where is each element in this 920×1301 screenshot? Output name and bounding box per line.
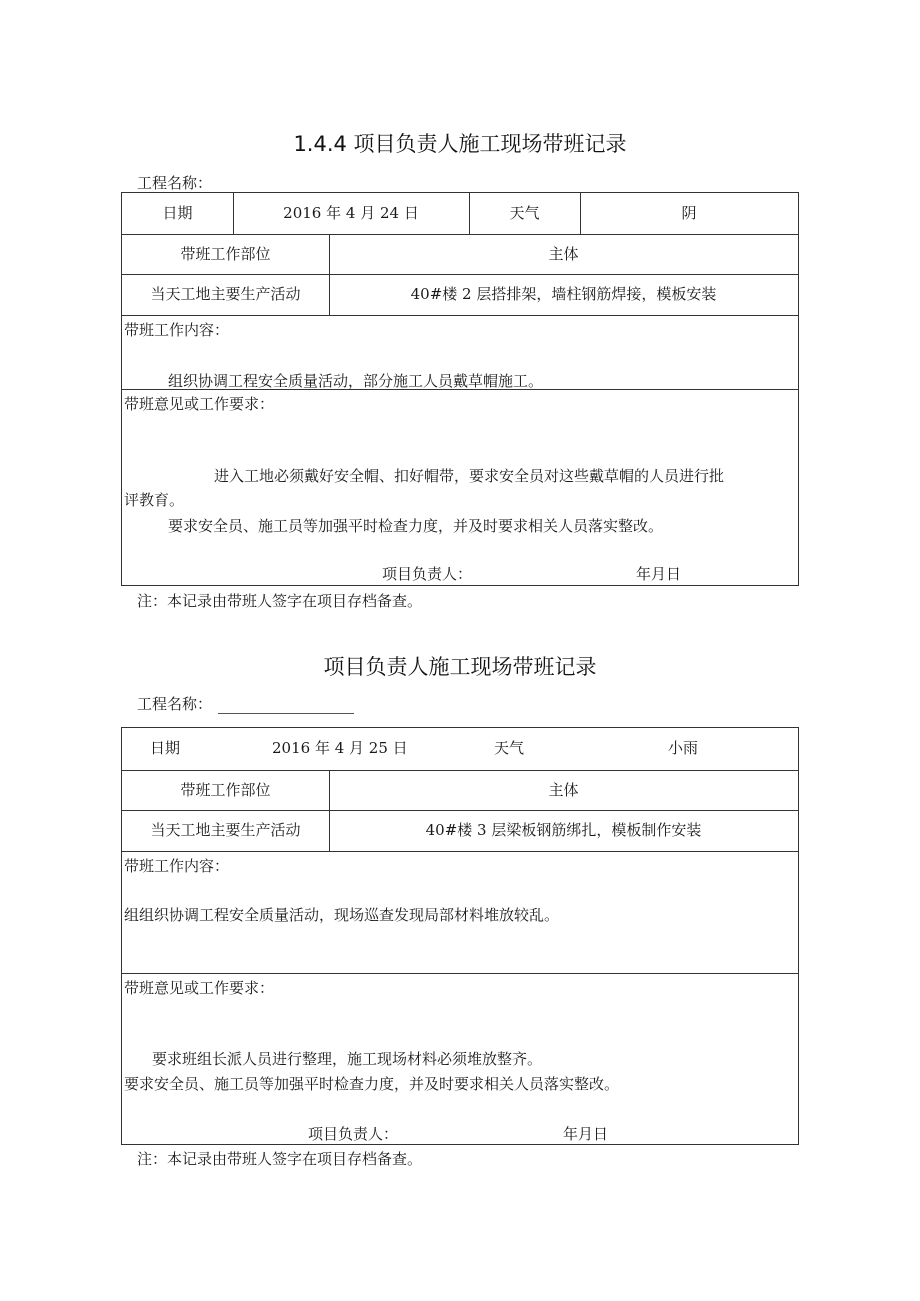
signature-date: 年月日 — [563, 1125, 609, 1143]
signature-label: 项目负责人： — [382, 565, 473, 583]
project-name-blank[interactable] — [218, 178, 335, 193]
opinion-line: 评教育。 — [124, 491, 185, 509]
record2-title: 项目负责人施工现场带班记录 — [323, 655, 597, 679]
record2-project-name — [137, 693, 354, 714]
opinion-label: 带班意见或工作要求： — [124, 395, 275, 413]
activity-label: 当天工地主要生产活动 — [150, 285, 301, 303]
content-label: 带班工作内容： — [124, 857, 230, 875]
work-part-value: 主体 — [548, 781, 579, 799]
record1-title: 1.4.4 项目负责人施工现场带班记录 — [293, 132, 627, 156]
row-divider — [122, 851, 798, 852]
record2-note: 注：本记录由带班人签字在项目存档备查。 — [137, 1150, 423, 1168]
weather-label: 天气 — [494, 739, 525, 757]
weather-value: 小雨 — [668, 739, 699, 757]
record1-project-name — [137, 172, 335, 193]
weather-value: 阴 — [681, 204, 697, 222]
weather-label: 天气 — [509, 204, 540, 222]
project-name-label: 工程名称： — [137, 695, 213, 713]
project-name-label: 工程名称： — [137, 174, 213, 192]
work-part-value: 主体 — [548, 245, 579, 263]
work-part-label: 带班工作部位 — [180, 245, 271, 263]
project-name-blank[interactable] — [218, 699, 354, 714]
activity-label: 当天工地主要生产活动 — [150, 821, 301, 839]
record1-note: 注：本记录由带班人签字在项目存档备查。 — [137, 592, 423, 610]
date-value: 2016 年 4 月 25 日 — [272, 739, 408, 757]
activity-value: 40#楼 2 层搭排架，墙柱钢筋焊接，模板安装 — [410, 285, 717, 303]
date-label: 日期 — [162, 204, 193, 222]
opinion-line: 进入工地必须戴好安全帽、扣好帽带，要求安全员对这些戴草帽的人员进行批 — [214, 467, 725, 485]
opinion-line: 要求班组长派人员进行整理，施工现场材料必须堆放整齐。 — [152, 1050, 543, 1068]
content-text: 组组织协调工程安全质量活动，现场巡查发现局部材料堆放较乱。 — [124, 906, 560, 924]
record2-table — [121, 727, 799, 1145]
content-label: 带班工作内容： — [124, 321, 230, 339]
work-part-label: 带班工作部位 — [180, 781, 271, 799]
opinion-line: 要求安全员、施工员等加强平时检查力度，并及时要求相关人员落实整改。 — [124, 1075, 620, 1093]
signature-date: 年月日 — [636, 565, 682, 583]
opinion-label: 带班意见或工作要求： — [124, 979, 275, 997]
row-divider — [122, 973, 798, 974]
signature-label: 项目负责人： — [308, 1125, 399, 1143]
content-text: 组织协调工程安全质量活动，部分施工人员戴草帽施工。 — [168, 372, 544, 390]
row-divider — [122, 315, 798, 316]
record1-table — [121, 192, 799, 586]
date-label: 日期 — [150, 739, 181, 757]
date-value: 2016 年 4 月 24 日 — [283, 204, 419, 222]
opinion-line: 要求安全员、施工员等加强平时检查力度，并及时要求相关人员落实整改。 — [168, 517, 664, 535]
activity-value: 40#楼 3 层梁板钢筋绑扎，模板制作安装 — [425, 821, 702, 839]
